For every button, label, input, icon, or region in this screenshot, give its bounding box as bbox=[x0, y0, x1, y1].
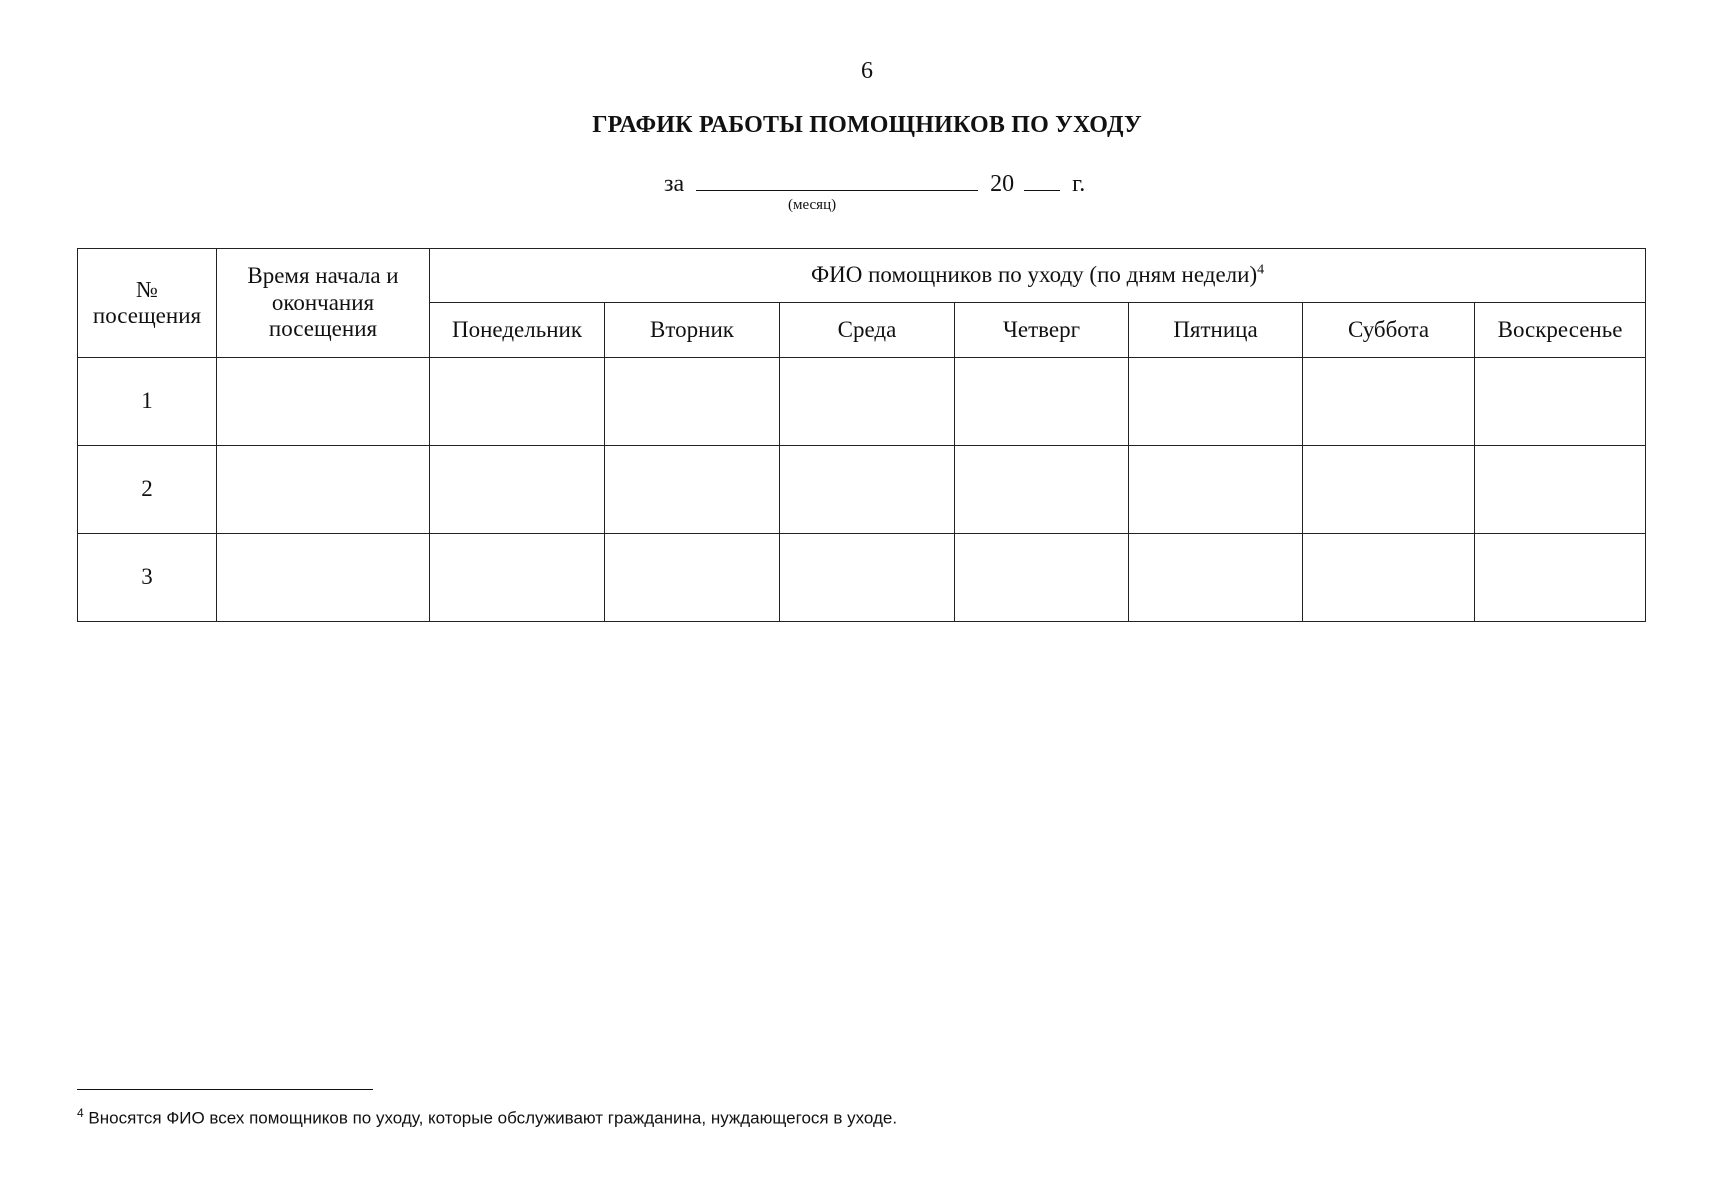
year-blank bbox=[1024, 168, 1060, 191]
assistant-cell bbox=[605, 358, 780, 446]
assistant-cell bbox=[1129, 534, 1303, 622]
assistant-cell bbox=[780, 446, 955, 534]
header-day: Суббота bbox=[1303, 303, 1475, 358]
header-day: Пятница bbox=[1129, 303, 1303, 358]
visit-time-cell bbox=[217, 446, 430, 534]
assistant-cell bbox=[1303, 446, 1475, 534]
header-day: Четверг bbox=[955, 303, 1129, 358]
assistant-cell bbox=[430, 358, 605, 446]
year-prefix: 20 bbox=[990, 171, 1015, 197]
visit-number-cell: 2 bbox=[78, 446, 217, 534]
header-day: Вторник bbox=[605, 303, 780, 358]
footnote-ref: 4 bbox=[1257, 262, 1265, 278]
header-assistants-group: ФИО помощников по уходу (по дням недели)$^4$ bbox=[430, 249, 1646, 303]
header-visit-time: Время начала и окончания посещения bbox=[217, 249, 430, 358]
visit-time-cell bbox=[217, 358, 430, 446]
assistant-cell bbox=[1129, 446, 1303, 534]
period-line bbox=[664, 168, 1085, 198]
assistant-cell bbox=[605, 534, 780, 622]
assistant-cell bbox=[430, 446, 605, 534]
assistant-cell bbox=[430, 534, 605, 622]
document-title: ГРАФИК РАБОТЫ ПОМОЩНИКОВ ПО УХОДУ bbox=[592, 112, 1142, 138]
assistant-cell bbox=[955, 534, 1129, 622]
assistant-cell bbox=[955, 358, 1129, 446]
assistant-cell bbox=[780, 358, 955, 446]
period-prefix: за bbox=[664, 171, 685, 197]
header-visit-number: № посещения bbox=[78, 249, 217, 358]
page-number: 6 bbox=[861, 58, 873, 84]
table-row bbox=[78, 446, 1646, 534]
assistant-cell bbox=[1475, 358, 1646, 446]
assistant-cell bbox=[1475, 534, 1646, 622]
period-suffix: г. bbox=[1072, 171, 1086, 197]
assistant-cell bbox=[1475, 446, 1646, 534]
footnote bbox=[77, 1106, 897, 1129]
assistant-cell bbox=[1129, 358, 1303, 446]
assistant-cell bbox=[955, 446, 1129, 534]
footnote-text: Вносятся ФИО всех помощников по уходу, которые обслуживают гражданина, нуждающегося в уходе. bbox=[88, 1108, 898, 1128]
table-row bbox=[78, 534, 1646, 622]
header-day: Воскресенье bbox=[1475, 303, 1646, 358]
footnote-rule bbox=[77, 1089, 373, 1090]
assistant-cell bbox=[1303, 534, 1475, 622]
schedule-table bbox=[77, 248, 1646, 622]
assistant-cell bbox=[780, 534, 955, 622]
footnote-number: 4 bbox=[77, 1106, 84, 1120]
visit-number-cell: 1 bbox=[78, 358, 217, 446]
visit-time-cell bbox=[217, 534, 430, 622]
month-blank bbox=[696, 168, 978, 191]
header-day: Среда bbox=[780, 303, 955, 358]
assistant-cell bbox=[605, 446, 780, 534]
visit-number-cell: 3 bbox=[78, 534, 217, 622]
header-day: Понедельник bbox=[430, 303, 605, 358]
table-row bbox=[78, 358, 1646, 446]
assistant-cell bbox=[1303, 358, 1475, 446]
month-caption: (месяц) bbox=[788, 197, 837, 213]
